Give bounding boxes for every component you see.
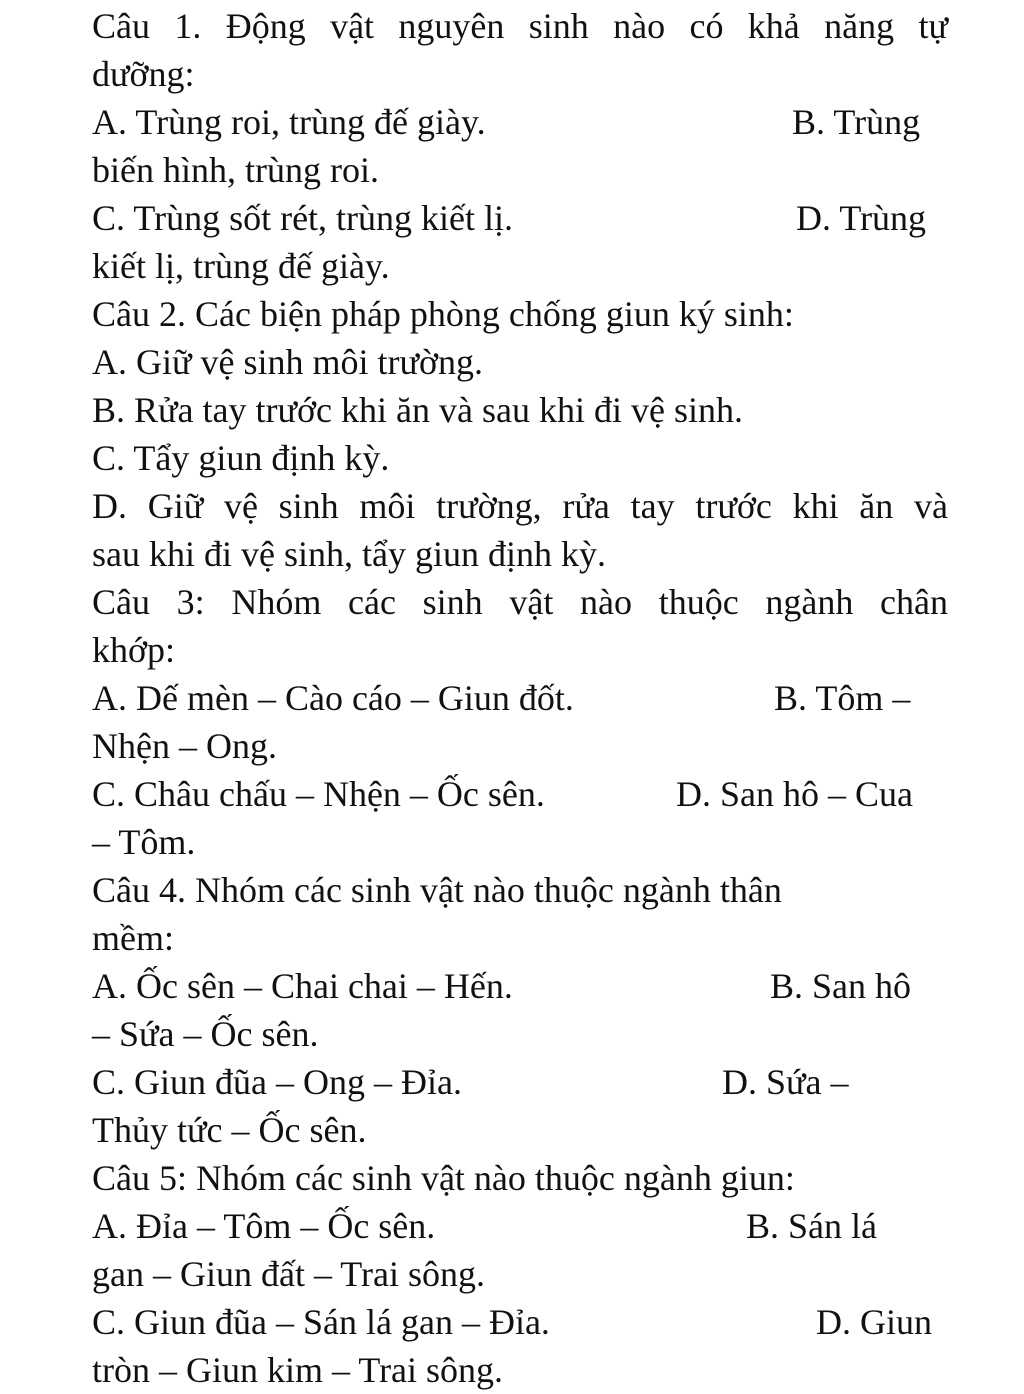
question-5-prompt: Câu 5: Nhóm các sinh vật nào thuộc ngành giun: [92,1158,795,1198]
question-4-option-c: C. Giun đũa – Ong – Đỉa. [92,1062,462,1102]
question-4-prompt-cont: mềm: [92,918,174,958]
question-1-option-row-2 [92,194,948,242]
question-4-option-row-2 [92,1058,948,1106]
question-1-option-c: C. Trùng sốt rét, trùng kiết lị. [92,198,514,238]
question-5-option-b: B. Sán lá [746,1206,877,1246]
question-1-prompt-line-1: Câu 1. Động vật nguyên sinh nào có khả năng tự [92,6,948,46]
question-5-option-d-cont: tròn – Giun kim – Trai sông. [92,1350,504,1390]
question-1-option-a: A. Trùng roi, trùng đế giày. [92,102,486,142]
question-4-option-row-1 [92,962,948,1010]
question-3-prompt [92,578,948,626]
question-4-prompt: Câu 4. Nhóm các sinh vật nào thuộc ngành thân [92,870,782,910]
question-1-option-d-cont: kiết lị, trùng đế giày. [92,246,390,286]
question-2-prompt: Câu 2. Các biện pháp phòng chống giun ký sinh: [92,294,794,334]
question-4-option-b-cont: – Sứa – Ốc sên. [92,1014,319,1054]
question-4-option-a: A. Ốc sên – Chai chai – Hến. [92,966,513,1006]
question-3-option-b-cont: Nhện – Ong. [92,726,277,766]
question-3-prompt-line-1: Câu 3: Nhóm các sinh vật nào thuộc ngành chân [92,582,948,622]
question-3-option-row-1 [92,674,948,722]
question-2-option-c: C. Tẩy giun định kỳ. [92,438,390,478]
question-1-option-b: B. Trùng [792,102,921,142]
question-1-option-d: D. Trùng [796,198,927,238]
question-3-option-b: B. Tôm – [774,678,911,718]
question-4-option-d-cont: Thủy tức – Ốc sên. [92,1110,367,1150]
question-5-option-d: D. Giun [816,1302,932,1342]
question-5-option-b-cont: gan – Giun đất – Trai sông. [92,1254,486,1294]
question-2-option-a: A. Giữ vệ sinh môi trường. [92,342,484,382]
question-3-option-a: A. Dế mèn – Cào cáo – Giun đốt. [92,678,574,718]
question-3-option-d-cont: – Tôm. [92,822,196,862]
question-4-option-b: B. San hô [770,966,912,1006]
question-3-prompt-cont: khớp: [92,630,176,670]
question-2-option-d [92,482,948,530]
question-2-option-d-line-1: D. Giữ vệ sinh môi trường, rửa tay trước khi ăn và [92,486,948,526]
question-2-option-d-cont: sau khi đi vệ sinh, tẩy giun định kỳ. [92,534,606,574]
question-3-option-row-2 [92,770,948,818]
question-2-option-b: B. Rửa tay trước khi ăn và sau khi đi vệ sinh. [92,390,743,430]
question-1-option-row-1 [92,98,948,146]
question-1-prompt-cont: dưỡng: [92,54,195,94]
question-5-option-row-1 [92,1202,948,1250]
question-5-option-row-2 [92,1298,948,1346]
question-4-option-d: D. Sứa – [722,1062,849,1102]
question-1-prompt [92,2,948,50]
question-5-option-c: C. Giun đũa – Sán lá gan – Đỉa. [92,1302,550,1342]
question-3-option-c: C. Châu chấu – Nhện – Ốc sên. [92,774,545,814]
question-1-option-b-cont: biến hình, trùng roi. [92,150,379,190]
question-3-option-d: D. San hô – Cua [676,774,913,814]
question-5-option-a: A. Đỉa – Tôm – Ốc sên. [92,1206,436,1246]
